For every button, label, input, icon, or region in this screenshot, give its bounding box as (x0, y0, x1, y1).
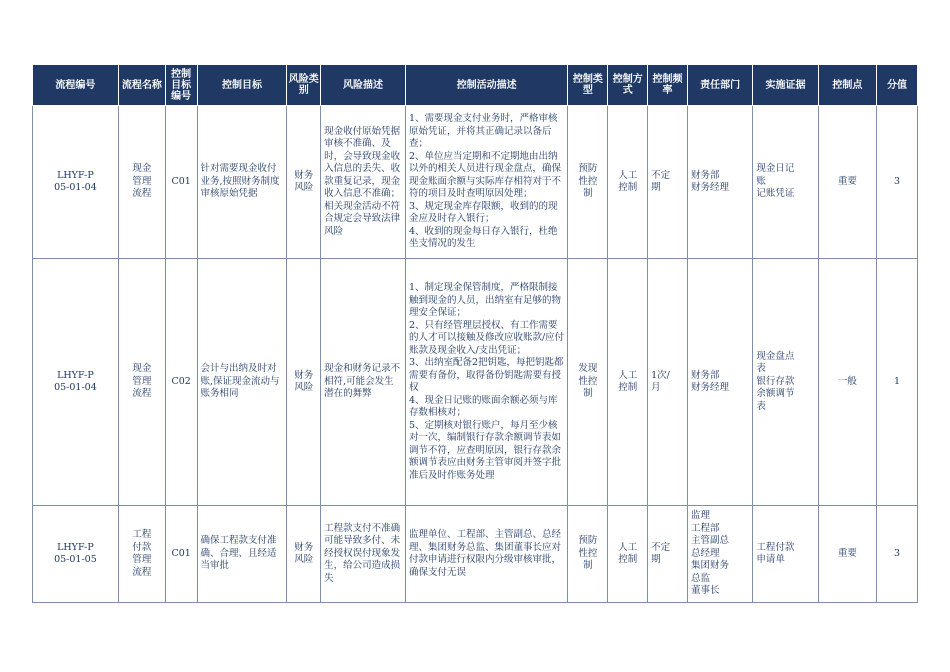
process-no-cell: LHYF-P 05-01-04 (33, 259, 119, 506)
table-row (33, 106, 918, 259)
header-process-name: 流程名称 (118, 65, 165, 106)
objective-cell: 会计与出纳及时对账,保证现金流动与账务相同 (197, 259, 287, 506)
score-cell: 3 (877, 106, 918, 259)
header-risk-type: 风险类别 (287, 65, 321, 106)
process-name-cell: 工程 付款 管理 流程 (118, 506, 165, 603)
department-cell: 监理 工程部 主管副总 总经理 集团财务 总监 董事长 (687, 506, 752, 603)
objective-no-cell: C01 (165, 506, 197, 603)
evidence-cell: 现金日记 账 记账凭证 (753, 106, 818, 259)
process-no-cell: LHYF-P 05-01-05 (33, 506, 119, 603)
control-type-cell: 预防 性控 制 (568, 106, 608, 259)
department-cell: 财务部 财务经理 (687, 106, 752, 259)
control-point-cell: 一般 (818, 259, 876, 506)
frequency-cell: 不定 期 (648, 506, 688, 603)
header-department: 责任部门 (687, 65, 752, 106)
header-evidence: 实施证据 (753, 65, 818, 106)
evidence-cell: 现金盘点 表 银行存款 余额调节 表 (753, 259, 818, 506)
risk-type-cell: 财务 风险 (287, 506, 321, 603)
header-frequency: 控制频率 (648, 65, 688, 106)
risk-type-cell: 财务 风险 (287, 259, 321, 506)
header-process-no: 流程编号 (33, 65, 119, 106)
control-method-cell: 人工 控制 (608, 506, 648, 603)
process-name-cell: 现金 管理 流程 (118, 259, 165, 506)
process-name-cell: 现金 管理 流程 (118, 106, 165, 259)
objective-no-cell: C01 (165, 106, 197, 259)
risk-desc-cell: 现金和财务记录不相符,可能会发生潜在的舞弊 (321, 259, 406, 506)
process-no-cell: LHYF-P 05-01-04 (33, 106, 119, 259)
objective-cell: 针对需要现金收付业务,按照财务制度审核原始凭据 (197, 106, 287, 259)
score-cell: 3 (877, 506, 918, 603)
department-cell: 财务部 财务经理 (687, 259, 752, 506)
risk-desc-cell: 现金收付原始凭据审核不准确、及时，会导致现金收入信息的丢失、收款重复记录，现金收入信息不准确；相关现金活动不符合规定会导致法律风险 (321, 106, 406, 259)
risk-desc-cell: 工程款支付不准确可能导致多付、未经授权误付现象发生，给公司造成损失 (321, 506, 406, 603)
header-control-point: 控制点 (818, 65, 876, 106)
score-cell: 1 (877, 259, 918, 506)
header-control-method: 控制方式 (608, 65, 648, 106)
control-method-cell: 人工 控制 (608, 259, 648, 506)
risk-type-cell: 财务 风险 (287, 106, 321, 259)
control-method-cell: 人工 控制 (608, 106, 648, 259)
activity-cell: 1、制定现金保管制度，严格限制接触到现金的人员，出纳室有足够的物理安全保证； 2、只有经管理层授权、有工作需要的人才可以接触及修改应收账款/应付账款及现金收入/支出凭证； 3、出纳室配备2把钥匙，每把钥匙都需要有备份，取得备份钥匙需要有授权 4、现金日记账的账面余额必须与库存数相核对； 5、定期核对银行账户，每月至少核对一次，编制银行存款余额调节表如调节不符，应查明原因，银行存款余额调节表应由财务主管审阅并签字批准后及时作账务处理 (405, 259, 567, 506)
control-type-cell: 发现 性控 制 (568, 259, 608, 506)
evidence-cell: 工程付款 申请单 (753, 506, 818, 603)
table-header-row (33, 65, 918, 106)
header-control-type: 控制类型 (568, 65, 608, 106)
objective-no-cell: C02 (165, 259, 197, 506)
header-objective: 控制目标 (197, 65, 287, 106)
frequency-cell: 1次/ 月 (648, 259, 688, 506)
control-matrix-table (32, 64, 918, 603)
activity-cell: 1、需要现金支付业务时，严格审核原始凭证，并将其正确记录以备后查； 2、单位应当定期和不定期地由出纳以外的相关人员进行现金盘点，确保现金账面余额与实际库存相符对于不符的项目及时查明原因处理； 3、规定现金库存限额，收到的的现金应及时存入银行； 4、收到的现金每日存入银行，杜绝坐支情况的发生 (405, 106, 567, 259)
activity-cell: 监理单位、工程部、主管副总、总经理、集团财务总监、集团董事长应对付款申请进行权限内分级审核审批，确保支付无误 (405, 506, 567, 603)
objective-cell: 确保工程款支付准确、合理、且经适当审批 (197, 506, 287, 603)
header-score: 分值 (877, 65, 918, 106)
table-row (33, 506, 918, 603)
control-point-cell: 重要 (818, 506, 876, 603)
control-type-cell: 预防 性控 制 (568, 506, 608, 603)
frequency-cell: 不定 期 (648, 106, 688, 259)
header-objective-no: 控制目标编号 (165, 65, 197, 106)
header-risk-desc: 风险描述 (321, 65, 406, 106)
header-activity: 控制活动描述 (405, 65, 567, 106)
control-point-cell: 重要 (818, 106, 876, 259)
table-row (33, 259, 918, 506)
